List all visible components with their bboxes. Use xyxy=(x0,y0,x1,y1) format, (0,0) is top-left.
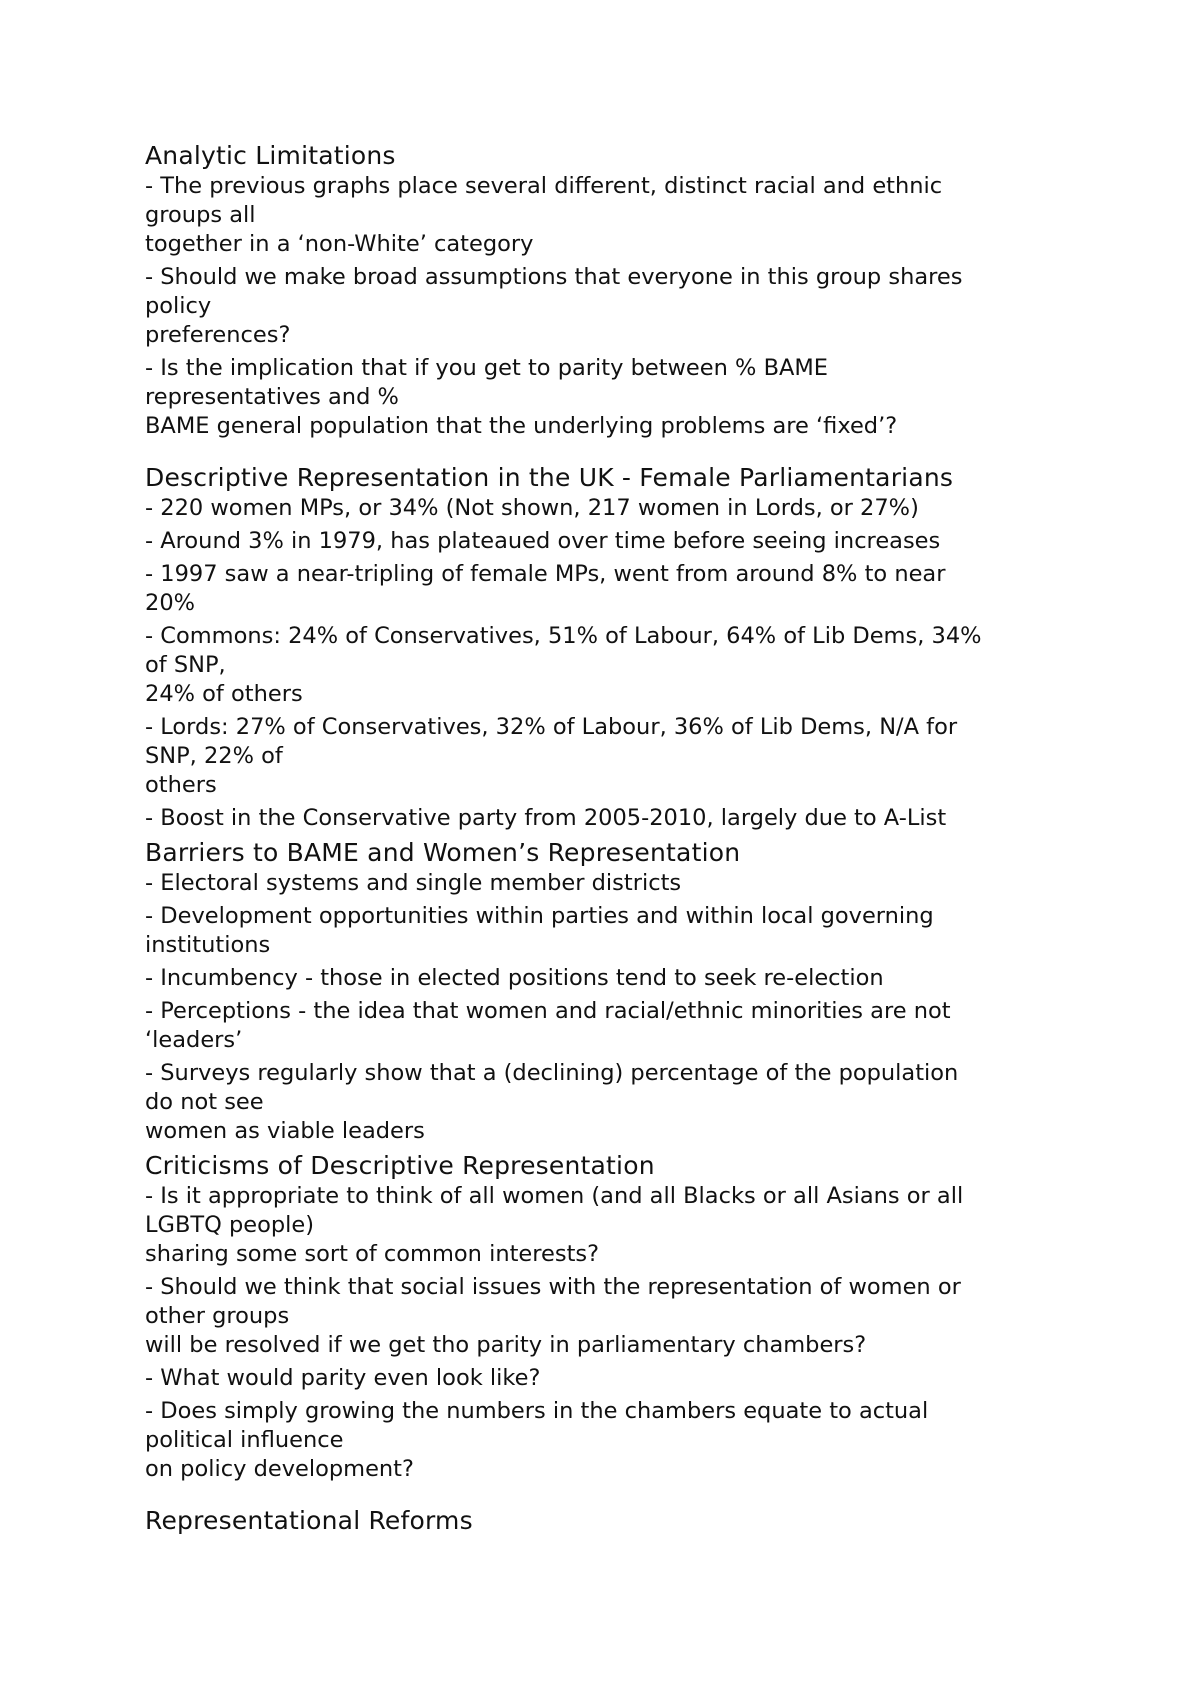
bullet-item xyxy=(145,494,1085,523)
bullet-text: political influence xyxy=(145,1427,344,1453)
bullet-item xyxy=(145,997,1085,1055)
bullet-item xyxy=(145,1182,1085,1269)
bullet-text: - Commons: 24% of Conservatives, 51% of Labour, 64% of Lib Dems, 34% xyxy=(145,623,982,649)
section-heading: Representational Reforms xyxy=(145,1506,473,1535)
bullet-item xyxy=(145,964,1085,993)
bullet-text: - Incumbency - those in elected positions tend to seek re-election xyxy=(145,965,884,991)
section-descriptive-representation xyxy=(145,462,1085,833)
bullet-text: - Does simply growing the numbers in the chambers equate to actual xyxy=(145,1398,929,1424)
bullet-item xyxy=(145,1273,1085,1360)
bullet-item xyxy=(145,527,1085,556)
bullet-item xyxy=(145,713,1085,800)
bullet-text: SNP, 22% of xyxy=(145,743,283,769)
section-heading: Barriers to BAME and Women’s Representation xyxy=(145,838,741,867)
bullet-text: - Around 3% in 1979, has plateaued over time before seeing increases xyxy=(145,528,941,554)
bullet-text: - Should we make broad assumptions that everyone in this group shares xyxy=(145,264,963,290)
bullet-text: - What would parity even look like? xyxy=(145,1365,541,1391)
document-page xyxy=(145,140,1085,1537)
bullet-item xyxy=(145,560,1085,618)
bullet-text: preferences? xyxy=(145,322,291,348)
bullet-text: - The previous graphs place several different, distinct racial and ethnic xyxy=(145,173,943,199)
bullet-text: - Surveys regularly show that a (declining) percentage of the population xyxy=(145,1060,959,1086)
bullet-text: LGBTQ people) xyxy=(145,1212,315,1238)
bullet-text: do not see xyxy=(145,1089,264,1115)
bullet-text: policy xyxy=(145,293,212,319)
bullet-text: together in a ‘non-White’ category xyxy=(145,231,534,257)
section-analytic-limitations xyxy=(145,140,1085,441)
bullet-text: - Is the implication that if you get to parity between % BAME xyxy=(145,355,829,381)
bullet-text: 20% xyxy=(145,590,196,616)
section-barriers xyxy=(145,837,1085,1146)
bullet-text: - 220 women MPs, or 34% (Not shown, 217 women in Lords, or 27%) xyxy=(145,495,919,521)
bullet-text: ‘leaders’ xyxy=(145,1027,243,1053)
bullet-text: other groups xyxy=(145,1303,290,1329)
section-criticisms xyxy=(145,1150,1085,1484)
bullet-text: groups all xyxy=(145,202,256,228)
bullet-item xyxy=(145,869,1085,898)
section-heading: Analytic Limitations xyxy=(145,141,396,170)
bullet-text: women as viable leaders xyxy=(145,1118,425,1144)
bullet-item xyxy=(145,902,1085,960)
bullet-text: institutions xyxy=(145,932,271,958)
bullet-text: - Is it appropriate to think of all women (and all Blacks or all Asians or all xyxy=(145,1183,964,1209)
bullet-item xyxy=(145,172,1085,259)
bullet-text: will be resolved if we get tho parity in parliamentary chambers? xyxy=(145,1332,867,1358)
section-representational-reforms xyxy=(145,1505,1085,1537)
bullet-item xyxy=(145,804,1085,833)
bullet-item xyxy=(145,1364,1085,1393)
bullet-text: representatives and % xyxy=(145,384,399,410)
bullet-text: - Should we think that social issues with the representation of women or xyxy=(145,1274,961,1300)
bullet-text: 24% of others xyxy=(145,681,303,707)
bullet-text: - Boost in the Conservative party from 2005-2010, largely due to A-List xyxy=(145,805,947,831)
bullet-text: - Perceptions - the idea that women and racial/ethnic minorities are not xyxy=(145,998,951,1024)
bullet-text: others xyxy=(145,772,217,798)
bullet-text: on policy development? xyxy=(145,1456,414,1482)
bullet-item xyxy=(145,1059,1085,1146)
bullet-text: - Lords: 27% of Conservatives, 32% of Labour, 36% of Lib Dems, N/A for xyxy=(145,714,958,740)
bullet-item xyxy=(145,1397,1085,1484)
bullet-text: - Electoral systems and single member districts xyxy=(145,870,682,896)
bullet-text: - 1997 saw a near-tripling of female MPs, went from around 8% to near xyxy=(145,561,946,587)
section-heading: Criticisms of Descriptive Representation xyxy=(145,1151,655,1180)
bullet-text: of SNP, xyxy=(145,652,226,678)
bullet-text: sharing some sort of common interests? xyxy=(145,1241,600,1267)
section-heading: Descriptive Representation in the UK - Female Parliamentarians xyxy=(145,463,954,492)
bullet-item xyxy=(145,263,1085,350)
bullet-item xyxy=(145,622,1085,709)
bullet-text: - Development opportunities within parties and within local governing xyxy=(145,903,934,929)
bullet-item xyxy=(145,354,1085,441)
bullet-text: BAME general population that the underlying problems are ‘fixed’? xyxy=(145,413,898,439)
